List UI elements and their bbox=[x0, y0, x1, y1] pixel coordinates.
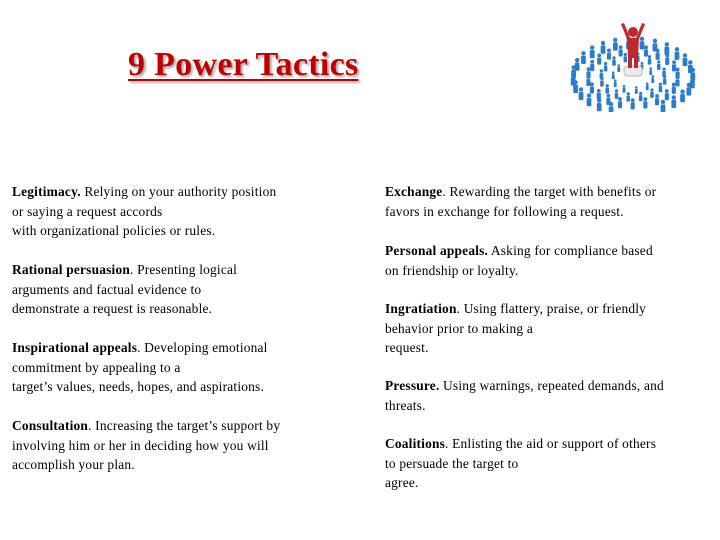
tactic-text: demonstrate a request is reasonable. bbox=[12, 301, 213, 316]
tactic-text: Using warnings, repeated demands, and bbox=[439, 378, 664, 393]
tactic-text: . Rewarding the target with benefits or bbox=[442, 184, 657, 199]
tactic-term: Consultation bbox=[12, 418, 89, 433]
crowd-person-icon bbox=[617, 64, 620, 72]
tactic-text: to persuade the target to bbox=[385, 455, 519, 471]
tactic-text: . Increasing the target’s support by bbox=[88, 418, 281, 433]
tactic-term: Coalitions bbox=[385, 436, 446, 451]
crowd-person-icon bbox=[690, 68, 695, 81]
crowd-person-icon bbox=[624, 53, 628, 63]
tactic-coalitions bbox=[385, 434, 715, 493]
tactic-text: commitment by appealing to a bbox=[12, 359, 181, 375]
crowd-person-icon bbox=[581, 51, 586, 64]
crowd-person-icon bbox=[612, 71, 615, 79]
crowd-person-icon bbox=[635, 86, 638, 94]
tactic-term: Ingratiation bbox=[385, 301, 457, 316]
crowd-person-icon bbox=[662, 67, 666, 77]
tactic-text: . Using flattery, praise, or friendly bbox=[456, 301, 647, 316]
page-title: 9 Power Tactics bbox=[128, 46, 359, 83]
crowd-person-icon bbox=[586, 67, 590, 78]
crowd-person-icon bbox=[605, 84, 609, 94]
crowd-person-icon bbox=[607, 48, 611, 59]
tactic-exchange bbox=[385, 182, 715, 221]
crowd-person-icon bbox=[672, 83, 676, 94]
tactic-text: Relying on your authority position bbox=[80, 184, 277, 199]
crowd-person-icon bbox=[644, 45, 648, 56]
crowd-person-icon bbox=[649, 67, 652, 75]
crowd-person-icon bbox=[613, 38, 618, 51]
tactic-text: or saying a request accords bbox=[12, 203, 163, 219]
crowd-person-icon bbox=[680, 89, 685, 102]
crowd-person-icon bbox=[671, 95, 676, 108]
crowd-person-icon bbox=[631, 98, 635, 109]
tactic-term: Personal appeals. bbox=[385, 243, 489, 258]
crowd-person-icon bbox=[601, 41, 606, 54]
tactic-text: target’s values, needs, hopes, and aspirations. bbox=[12, 379, 264, 394]
crowd-person-icon bbox=[587, 93, 592, 106]
tactic-inspirational-appeals bbox=[12, 338, 342, 397]
tactic-text: with organizational policies or rules. bbox=[12, 223, 216, 238]
crowd-person-icon bbox=[600, 69, 604, 79]
crowd-person-icon bbox=[614, 79, 617, 87]
tactic-rational-persuasion bbox=[12, 260, 342, 319]
crowd-person-icon bbox=[672, 60, 676, 71]
crowd-person-icon bbox=[664, 42, 669, 55]
crowd-person-icon bbox=[675, 47, 680, 60]
crowd-person-icon bbox=[686, 83, 691, 96]
tactic-text: request. bbox=[385, 340, 429, 355]
crowd-person-icon bbox=[619, 45, 623, 56]
tactic-text: arguments and factual evidence to bbox=[12, 281, 202, 297]
crowd-person-icon bbox=[604, 62, 608, 72]
tactic-text: on friendship or loyalty. bbox=[385, 262, 519, 278]
tactic-text: behavior prior to making a bbox=[385, 320, 533, 336]
tactic-text: Asking for compliance based bbox=[488, 243, 653, 258]
crowd-person-icon bbox=[597, 89, 601, 100]
tactic-text: involving him or her in deciding how you will bbox=[12, 437, 269, 453]
tactic-term: Inspirational appeals bbox=[12, 340, 138, 355]
crowd-person-icon bbox=[661, 100, 666, 112]
crowd-person-icon bbox=[575, 58, 580, 71]
tactic-text: agree. bbox=[385, 475, 419, 490]
tactic-text: accomplish your plan. bbox=[12, 457, 135, 472]
crowd-person-icon bbox=[646, 83, 649, 91]
crowd-person-icon bbox=[597, 53, 601, 64]
tactic-consultation bbox=[12, 416, 342, 475]
crowd-person-icon bbox=[612, 56, 616, 66]
crowd-person-icon bbox=[643, 97, 647, 108]
crowd-person-icon bbox=[651, 75, 654, 83]
tactic-term: Legitimacy. bbox=[12, 184, 81, 199]
tactic-term: Pressure. bbox=[385, 378, 440, 393]
crowd-person-icon bbox=[590, 60, 594, 71]
crowd-person-icon bbox=[676, 68, 680, 79]
crowd-person-icon bbox=[683, 53, 688, 66]
crowd-person-icon bbox=[579, 87, 584, 100]
crowd-person-icon bbox=[618, 97, 622, 108]
crowd-person-icon bbox=[590, 45, 595, 58]
crowd-person-icon bbox=[659, 83, 663, 93]
tactic-term: Exchange bbox=[385, 184, 443, 199]
crowd-person-icon bbox=[653, 39, 658, 52]
tactic-legitimacy bbox=[12, 182, 342, 241]
tactic-text: favors in exchange for following a request. bbox=[385, 203, 624, 219]
tactic-text: . Developing emotional bbox=[137, 340, 268, 355]
crowd-person-icon bbox=[639, 92, 643, 102]
crowd-person-icon bbox=[626, 92, 630, 102]
tactic-personal-appeals bbox=[385, 241, 715, 280]
tactic-pressure bbox=[385, 376, 715, 415]
crowd-person-icon bbox=[648, 55, 652, 65]
crowd-person-icon bbox=[615, 89, 619, 99]
crowd-person-icon bbox=[609, 102, 614, 112]
crowd-person-icon bbox=[597, 98, 602, 111]
crowd-person-icon bbox=[640, 37, 645, 50]
crowd-person-icon bbox=[655, 94, 659, 105]
tactic-text: . Enlisting the aid or support of others bbox=[445, 436, 657, 451]
crowd-person-icon bbox=[657, 60, 661, 70]
tactic-term: Rational persuasion bbox=[12, 262, 131, 277]
crowd-person-icon bbox=[665, 89, 669, 100]
crowd-person-icon bbox=[623, 85, 626, 93]
tactic-text: . Presenting logical bbox=[130, 262, 238, 277]
crowd-person-icon bbox=[665, 54, 669, 65]
crowd-leader-icon bbox=[566, 18, 700, 112]
crowd-person-icon bbox=[650, 88, 654, 98]
tactic-ingratiation bbox=[385, 299, 715, 358]
tactic-text: threats. bbox=[385, 397, 426, 413]
